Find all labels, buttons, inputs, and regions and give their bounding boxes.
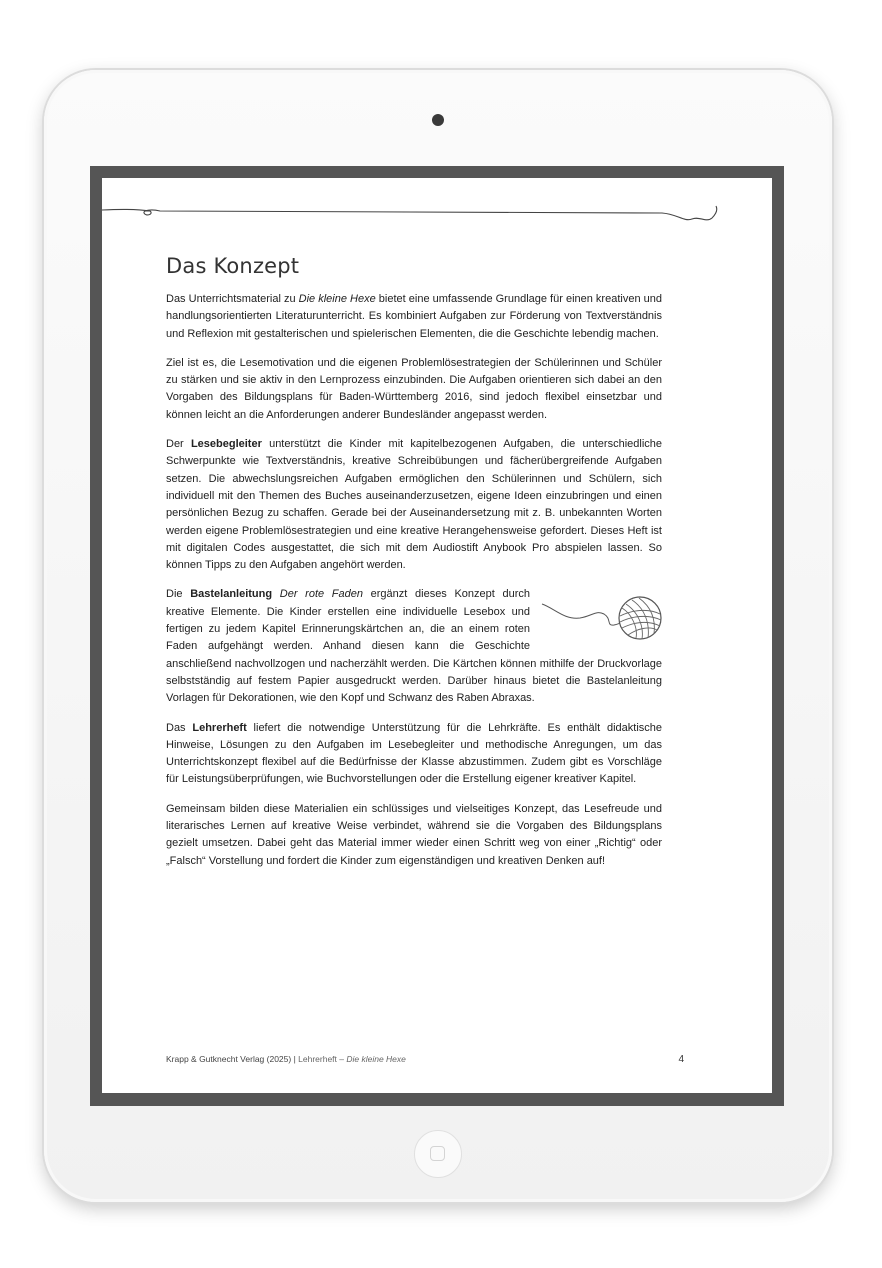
document-body [166,291,662,882]
text-span: ergänzt dieses Konzept durch kreative Elemente. Die Kinder erstellen eine individuelle Lesebox und fertigen zu jedem Kapitel Erinnerungskärtchen an, die an einem roten Faden aufgehängt werden. Anhand diesen kann die Geschichte anschließend nachvollzogen und nacherzählt werden. Die Kärtchen können mithilfe der Druckvorlage selbstständig auf festem Papier ausgedruckt werden. Darüber hinaus bietet die Bastelanleitung Vorlagen für Dekorationen, wie den Kopf und Schwanz des Raben Abraxas. [166,588,662,705]
page-footer [166,1054,684,1064]
tablet-screen [90,166,784,1106]
text-span: Das Unterrichtsmaterial zu [166,293,299,305]
text-span: unterstützt die Kinder mit kapitelbezogenen Aufgaben, die unterschiedliche Schwerpunkte wie Textverständnis, kreative Schreibübungen und fächerübergreifende Aufgaben setzen. Die abwechslungsreichen Aufgaben ermöglichen den Schülerinnen und Schülern, sich individuell mit den Themen des Buches auseinanderzusetzen, eigene Ideen einzubringen und einen persönlichen Bezug zu schaffen. Gerade bei der Auseinandersetzung mit z. B. unbekannten Worten werden eigene Problemlösestrategien und eine kreative Herangehensweise gefordert. Dieses Heft ist mit digitalen Codes ausgestattet, die sich mit dem Audiostift Anybook Pro abspielen lassen. So können Tipps zu den Aufgaben angehört werden. [166,438,663,572]
home-button-square [430,1146,445,1161]
text-span: Der [166,438,191,451]
text-span: bietet eine umfassende Grundlage für einen kreativen und handlungsorientierten Literaturunterricht. Es kombiniert Aufgaben zur Förderung von Textverständnis und Reflexion mit gestalterischen und spielerischen Elementen, die die Geschichte lebendig machen. [166,293,662,340]
text-span: Die [166,588,191,601]
bold-term-lesebegleiter: Lesebegleiter [190,438,262,451]
bold-term-bastelanleitung: Bastelanleitung [190,588,273,601]
front-camera-icon [432,114,444,126]
paragraph-bastelanleitung [166,586,662,707]
page-number: 4 [678,1054,684,1065]
page-title: Das Konzept [166,254,300,278]
home-button-icon[interactable] [414,1130,462,1178]
footer-document: Lehrerheft – [298,1054,347,1064]
paragraph-lesebegleiter [166,436,662,574]
footer-document-title: Die kleine Hexe [346,1054,406,1064]
paragraph-summary: Gemeinsam bilden diese Materialien ein schlüssiges und vielseitiges Konzept, das Lesefreude und literarisches Lernen auf kreative Weise verbindet, während sie die Vorgaben des Bildungsplans gezielt umsetzen. Dabei geht das Material immer wieder einen Schritt weg von einer „Richtig“ oder „Falsch“ Vorstellung und fordert die Kinder zum eigenständigen und kreativen Denken auf! [166,802,662,867]
paragraph-intro [166,291,662,343]
text-space [272,588,280,600]
yarn-ball-icon [540,592,668,650]
paragraph-goal: Ziel ist es, die Lesemotivation und die eigenen Problemlösestrategien der Schülerinnen und Schüler zu stärken und sie aktiv in den Lernprozess einzubinden. Die Aufgaben orientieren sich dabei an den Vorgaben des Bildungsplans für Baden-Württemberg 2016, sind jedoch flexibel einsetzbar und können leicht an die Anforderungen anderer Bundesländer angepasst werden. [166,356,662,421]
book-title: Die kleine Hexe [298,293,376,305]
decorative-thread-line [102,198,772,238]
paragraph-lehrerheft [166,720,662,789]
italic-title-roter-faden: Der rote Faden [279,588,363,601]
bold-term-lehrerheft: Lehrerheft [192,721,247,734]
tablet-device [44,70,832,1202]
text-span: liefert die notwendige Unterstützung für die Lehrkräfte. Es enthält didaktische Hinweise, Lösungen zu den Aufgaben im Lesebegleiter und methodische Anregungen, um das Unterrichtskonzept flexibel auf die Bedürfnisse der Klasse abzustimmen. Zudem gibt es Vorschläge für Leistungsüberprüfungen, wie Buchvorstellungen oder die Erstellung eigener kreativer Kapitel. [166,721,662,786]
footer-publisher: Krapp & Gutknecht Verlag (2025) | [166,1054,299,1064]
document-page [102,178,772,1093]
text-span: Das [166,721,193,734]
